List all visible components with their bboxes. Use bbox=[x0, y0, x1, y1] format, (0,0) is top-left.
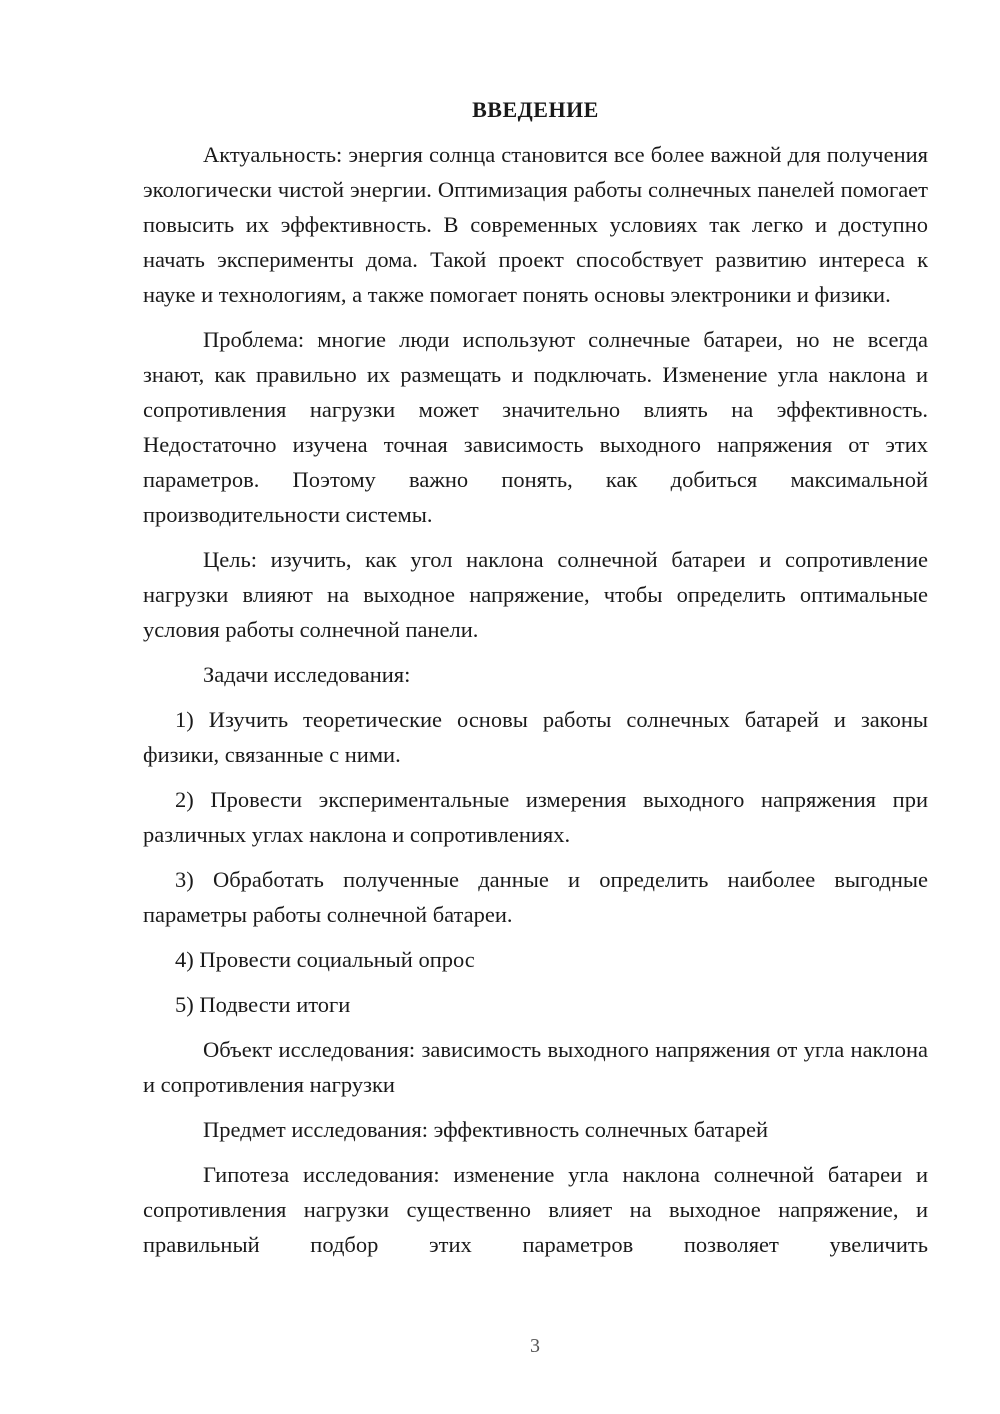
tasks-title: Задачи исследования: bbox=[203, 662, 411, 687]
task-item-4: 4) Провести социальный опрос bbox=[175, 947, 475, 972]
problem-paragraph: Проблема: многие люди используют солнечные батареи, но не всегда знают, как правильно их размещать и подключать. Изменение угла наклона и сопротивления нагрузки может значительно влиять на эффективность. Недостаточно изучена точная зависимость выходного напряжения от этих параметров. Поэтому важно понять, как добиться максимальной производительности системы. bbox=[143, 327, 928, 527]
task-item-5: 5) Подвести итоги bbox=[175, 992, 351, 1017]
task-item-1: 1) Изучить теоретические основы работы солнечных батарей и законы физики, связанные с ними. bbox=[143, 707, 928, 767]
task-item-2: 2) Провести экспериментальные измерения выходного напряжения при различных углах наклона и сопротивлениях. bbox=[143, 787, 928, 847]
subject-paragraph: Предмет исследования: эффективность солнечных батарей bbox=[203, 1117, 769, 1142]
task-item-3: 3) Обработать полученные данные и определить наиболее выгодные параметры работы солнечной батареи. bbox=[143, 867, 928, 927]
hypothesis-paragraph: Гипотеза исследования: изменение угла наклона солнечной батареи и сопротивления нагрузки существенно влияет на выходное напряжение, и правильный подбор этих параметров позволяет увеличить bbox=[143, 1162, 928, 1257]
page-number: 3 bbox=[530, 1335, 540, 1357]
page-content bbox=[143, 92, 928, 1262]
page-heading: ВВЕДЕНИЕ bbox=[472, 97, 599, 122]
relevance-paragraph: Актуальность: энергия солнца становится все более важной для получения экологически чистой энергии. Оптимизация работы солнечных панелей помогает повысить их эффективность. В современных условиях так легко и доступно начать эксперименты дома. Такой проект способствует развитию интереса к науке и технологиям, а также помогает понять основы электроники и физики. bbox=[143, 142, 928, 307]
goal-paragraph: Цель: изучить, как угол наклона солнечной батареи и сопротивление нагрузки влияют на выходное напряжение, чтобы определить оптимальные условия работы солнечной панели. bbox=[143, 547, 928, 642]
object-paragraph: Объект исследования: зависимость выходного напряжения от угла наклона и сопротивления нагрузки bbox=[143, 1037, 928, 1097]
